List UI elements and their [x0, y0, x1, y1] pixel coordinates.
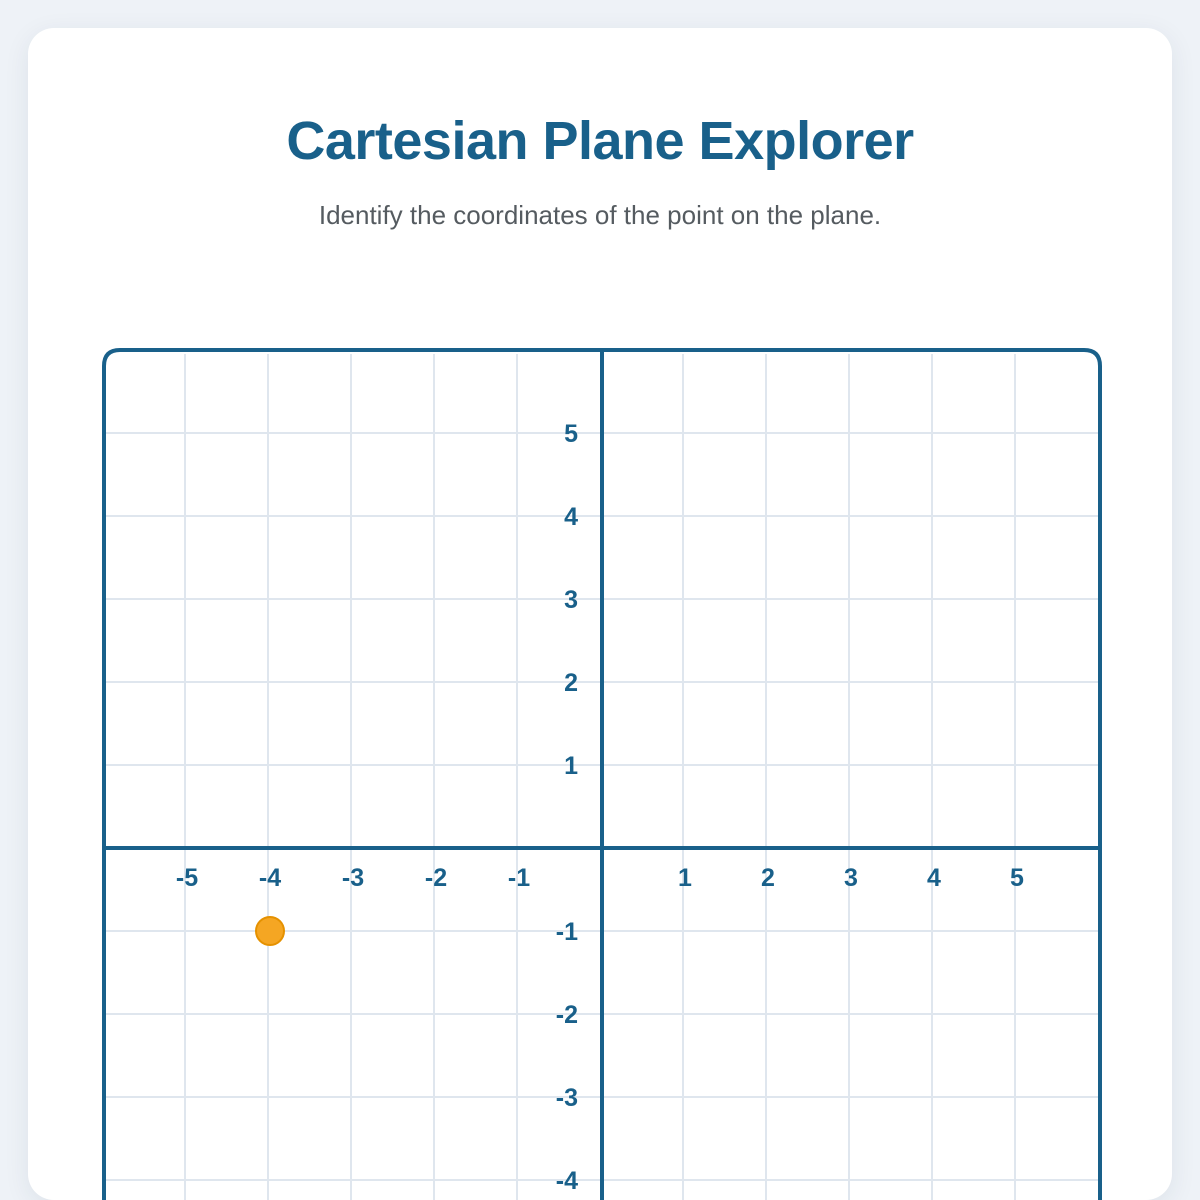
y-axis-tick-labels	[556, 420, 578, 1195]
y-tick-label: 2	[564, 669, 578, 697]
x-tick-label: -3	[341, 864, 365, 892]
x-tick-label: 5	[1010, 864, 1024, 892]
y-tick-label: 3	[564, 586, 578, 614]
y-tick-label: 4	[564, 503, 578, 531]
x-tick-label: -4	[258, 864, 282, 892]
cartesian-plane[interactable]	[102, 324, 1102, 1200]
page-title: Cartesian Plane Explorer	[286, 111, 914, 171]
x-tick-label: -2	[424, 864, 448, 892]
plotted-point[interactable]	[256, 917, 284, 945]
y-tick-label: 5	[564, 420, 578, 448]
x-tick-label: -5	[175, 864, 199, 892]
plane-svg	[102, 324, 1102, 1200]
x-tick-label: 4	[927, 864, 941, 892]
x-tick-label: 2	[761, 864, 775, 892]
x-tick-label: 3	[844, 864, 858, 892]
y-tick-label: 1	[564, 752, 578, 780]
y-tick-label: -3	[555, 1084, 578, 1112]
y-tick-label: -1	[555, 918, 578, 946]
page-subtitle: Identify the coordinates of the point on the plane.	[318, 200, 882, 230]
x-tick-label: -1	[507, 864, 531, 892]
x-tick-label: 1	[678, 864, 692, 892]
y-tick-label: -2	[555, 1001, 578, 1029]
x-axis-tick-labels	[176, 864, 1024, 892]
worksheet-card	[28, 28, 1172, 1200]
y-tick-label: -4	[555, 1167, 578, 1195]
